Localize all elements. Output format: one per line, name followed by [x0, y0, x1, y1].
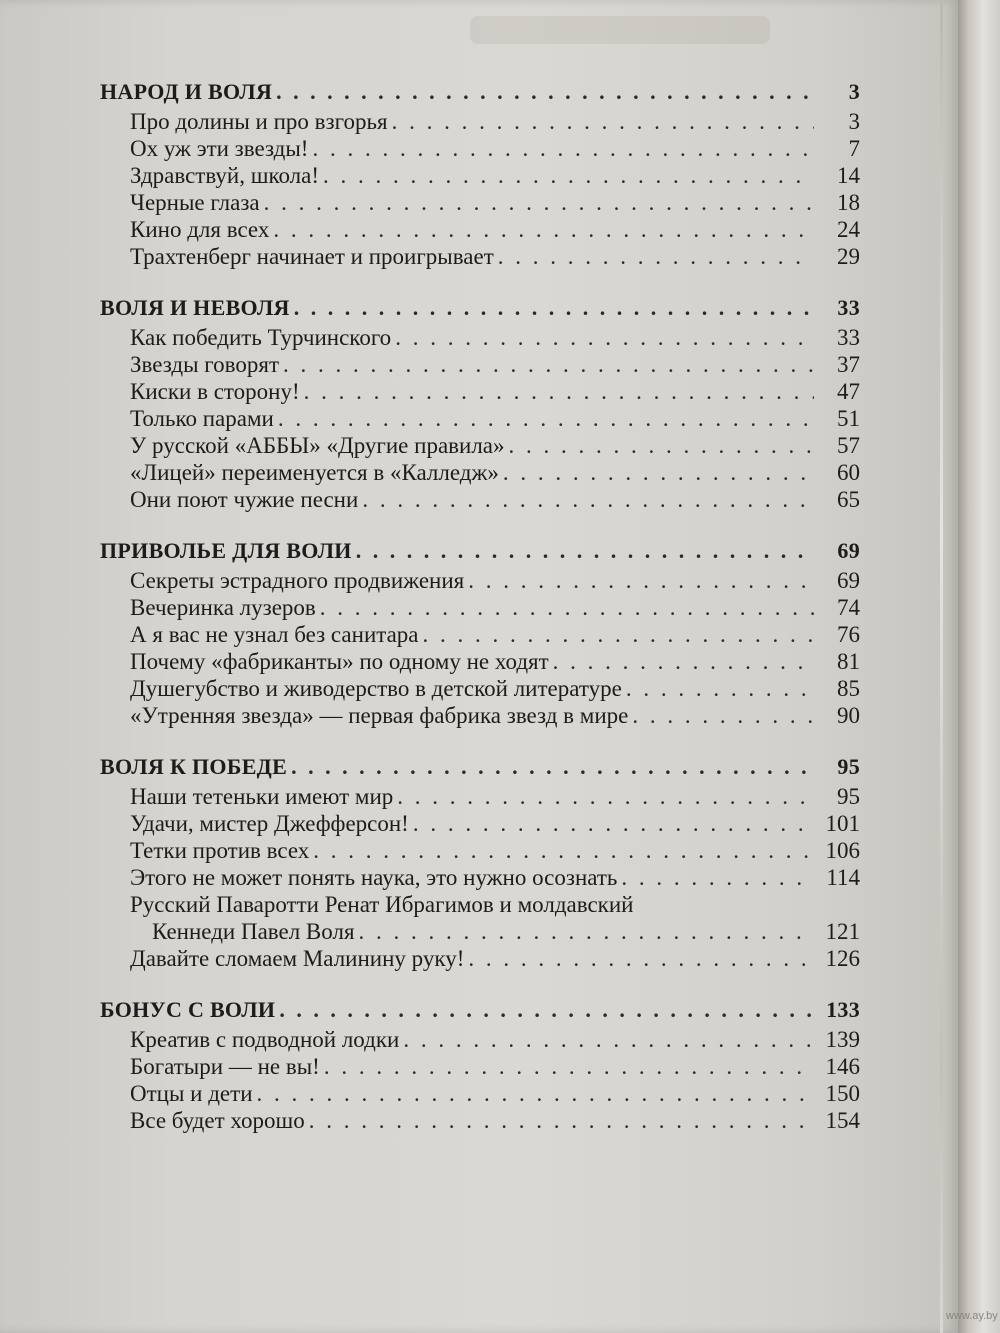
toc-entry: [100, 162, 860, 189]
toc-entry-continuation: [100, 918, 860, 945]
dot-leader: [356, 535, 814, 567]
entry-title: Они поют чужие песни: [130, 487, 359, 512]
dot-leader: [503, 459, 814, 486]
dot-leader: [312, 135, 814, 162]
toc-entry: [100, 378, 860, 405]
toc-entry: [100, 1026, 860, 1053]
toc-section: [100, 76, 860, 270]
entry-title: Трахтенберг начинает и проигрывает: [130, 244, 494, 269]
entry-page-number: 101: [825, 811, 860, 836]
toc-entry: [100, 459, 860, 486]
book-spine: [958, 0, 1000, 1333]
entry-page-number: 150: [825, 1081, 860, 1106]
dot-leader: [468, 567, 814, 594]
entry-title: Почему «фабриканты» по одному не ходят: [130, 649, 549, 674]
dot-leader: [498, 243, 814, 270]
entry-title: Кино для всех: [130, 217, 270, 242]
toc-entry: [100, 324, 860, 351]
entry-page-number: 47: [837, 379, 860, 404]
dot-leader: [403, 1026, 814, 1053]
entry-page-number: 18: [837, 190, 860, 215]
entry-page-number: 85: [837, 676, 860, 701]
entry-page-number: 24: [837, 217, 860, 242]
dot-leader: [392, 108, 814, 135]
entry-page-number: 3: [848, 109, 860, 134]
toc-entry: [100, 108, 860, 135]
toc-entry: [100, 837, 860, 864]
dot-leader: [362, 486, 814, 513]
toc-entry: [100, 810, 860, 837]
entry-title: Звезды говорят: [130, 352, 280, 377]
section-page-number: 133: [826, 997, 860, 1022]
entry-page-number: 106: [825, 838, 860, 863]
entry-title-continuation: Кеннеди Павел Воля: [152, 919, 355, 944]
section-heading: [100, 76, 860, 108]
dot-leader: [276, 76, 814, 108]
dot-leader: [273, 216, 814, 243]
dot-leader: [626, 675, 814, 702]
entry-page-number: 146: [825, 1054, 860, 1079]
toc-entry: [100, 594, 860, 621]
table-of-contents: [100, 70, 860, 1156]
section-heading: [100, 994, 860, 1026]
dot-leader: [468, 945, 814, 972]
dot-leader: [413, 810, 814, 837]
toc-entry: [100, 216, 860, 243]
toc-section: [100, 292, 860, 513]
entry-page-number: 121: [825, 919, 860, 944]
toc-entry: [100, 1053, 860, 1080]
section-title: НАРОД И ВОЛЯ: [100, 79, 273, 104]
entry-title: Богатыри — не вы!: [130, 1054, 320, 1079]
entry-title: Секреты эстрадного продвижения: [130, 568, 465, 593]
toc-entry: [100, 567, 860, 594]
section-title: БОНУС С ВОЛИ: [100, 997, 276, 1022]
toc-section: [100, 751, 860, 972]
section-title: ВОЛЯ И НЕВОЛЯ: [100, 295, 290, 320]
dot-leader: [278, 405, 814, 432]
section-title: ВОЛЯ К ПОБЕДЕ: [100, 754, 288, 779]
entry-page-number: 57: [837, 433, 860, 458]
toc-section: [100, 535, 860, 729]
entry-page-number: 29: [837, 244, 860, 269]
entry-title: Наши тетеньки имеют мир: [130, 784, 394, 809]
entry-title: Про долины и про взгорья: [130, 109, 388, 134]
toc-entry: [100, 432, 860, 459]
toc-entry: [100, 675, 860, 702]
watermark: www.ay.by: [946, 1310, 998, 1322]
entry-title: У русской «АББЫ» «Другие правила»: [130, 433, 505, 458]
entry-page-number: 126: [825, 946, 860, 971]
entry-title: Этого не может понять наука, это нужно осознать: [130, 865, 618, 890]
entry-title: Все будет хорошо: [130, 1108, 305, 1133]
toc-entry: [100, 621, 860, 648]
entry-page-number: 69: [837, 568, 860, 593]
section-page-number: 33: [837, 295, 860, 320]
section-title: ПРИВОЛЬЕ ДЛЯ ВОЛИ: [100, 538, 352, 563]
page-edge: [940, 0, 943, 1333]
entry-title: Здравствуй, школа!: [130, 163, 319, 188]
entry-title: Как победить Турчинского: [130, 325, 392, 350]
entry-page-number: 37: [837, 352, 860, 377]
dot-leader: [324, 1053, 814, 1080]
section-heading: [100, 535, 860, 567]
dot-leader: [397, 783, 814, 810]
entry-title: Давайте сломаем Малинину руку!: [130, 946, 465, 971]
dot-leader: [313, 837, 814, 864]
entry-page-number: 65: [837, 487, 860, 512]
entry-page-number: 95: [837, 784, 860, 809]
toc-entry: [100, 864, 860, 891]
toc-entry: [100, 486, 860, 513]
dot-leader: [323, 162, 814, 189]
section-heading: [100, 751, 860, 783]
dot-leader: [283, 351, 814, 378]
toc-entry: [100, 648, 860, 675]
dot-leader: [509, 432, 814, 459]
dot-leader: [553, 648, 814, 675]
entry-page-number: 76: [837, 622, 860, 647]
dot-leader: [264, 189, 814, 216]
entry-page-number: 139: [825, 1027, 860, 1052]
entry-title: Ох уж эти звезды!: [130, 136, 309, 161]
entry-title: Киски в сторону!: [130, 379, 300, 404]
entry-page-number: 114: [826, 865, 860, 890]
dot-leader: [359, 918, 814, 945]
entry-page-number: 60: [837, 460, 860, 485]
toc-entry: [100, 1107, 860, 1134]
entry-title: Удачи, мистер Джефферсон!: [130, 811, 409, 836]
section-page-number: 69: [837, 538, 860, 563]
dot-leader: [257, 1080, 814, 1107]
toc-section: [100, 994, 860, 1134]
entry-title: А я вас не узнал без санитара: [130, 622, 419, 647]
toc-entry: [100, 189, 860, 216]
entry-page-number: 154: [825, 1108, 860, 1133]
entry-title: Черные глаза: [130, 190, 260, 215]
dot-leader: [395, 324, 814, 351]
dot-leader: [309, 1107, 814, 1134]
toc-entry: [100, 945, 860, 972]
toc-entry: [100, 243, 860, 270]
entry-page-number: 33: [837, 325, 860, 350]
entry-page-number: 14: [837, 163, 860, 188]
dot-leader: [294, 292, 814, 324]
entry-page-number: 74: [837, 595, 860, 620]
toc-entry: [100, 783, 860, 810]
dot-leader: [423, 621, 815, 648]
print-bleed: [470, 16, 770, 44]
entry-page-number: 90: [837, 703, 860, 728]
dot-leader: [621, 864, 814, 891]
toc-entry: [100, 1080, 860, 1107]
dot-leader: [320, 594, 814, 621]
toc-entry: [100, 405, 860, 432]
entry-title: «Лицей» переименуется в «Калледж»: [130, 460, 499, 485]
dot-leader: [632, 702, 814, 729]
dot-leader: [304, 378, 814, 405]
section-page-number: 3: [848, 79, 860, 104]
toc-entry: [100, 135, 860, 162]
entry-page-number: 51: [837, 406, 860, 431]
dot-leader: [291, 751, 814, 783]
entry-title: Душегубство и живодерство в детской литературе: [130, 676, 622, 701]
dot-leader: [279, 994, 814, 1026]
entry-title: «Утренняя звезда» — первая фабрика звезд в мире: [130, 703, 629, 728]
entry-page-number: 7: [848, 136, 860, 161]
entry-title: Тетки против всех: [130, 838, 310, 863]
toc-entry: [100, 702, 860, 729]
section-heading: [100, 292, 860, 324]
toc-entry: [100, 891, 860, 918]
toc-entry: [100, 351, 860, 378]
entry-title: Только парами: [130, 406, 274, 431]
section-page-number: 95: [837, 754, 860, 779]
entry-title: Вечеринка лузеров: [130, 595, 316, 620]
entry-title: Креатив с подводной лодки: [130, 1027, 400, 1052]
entry-title: Отцы и дети: [130, 1081, 253, 1106]
entry-page-number: 81: [837, 649, 860, 674]
entry-title: Русский Паваротти Ренат Ибрагимов и молдавский: [130, 892, 634, 917]
